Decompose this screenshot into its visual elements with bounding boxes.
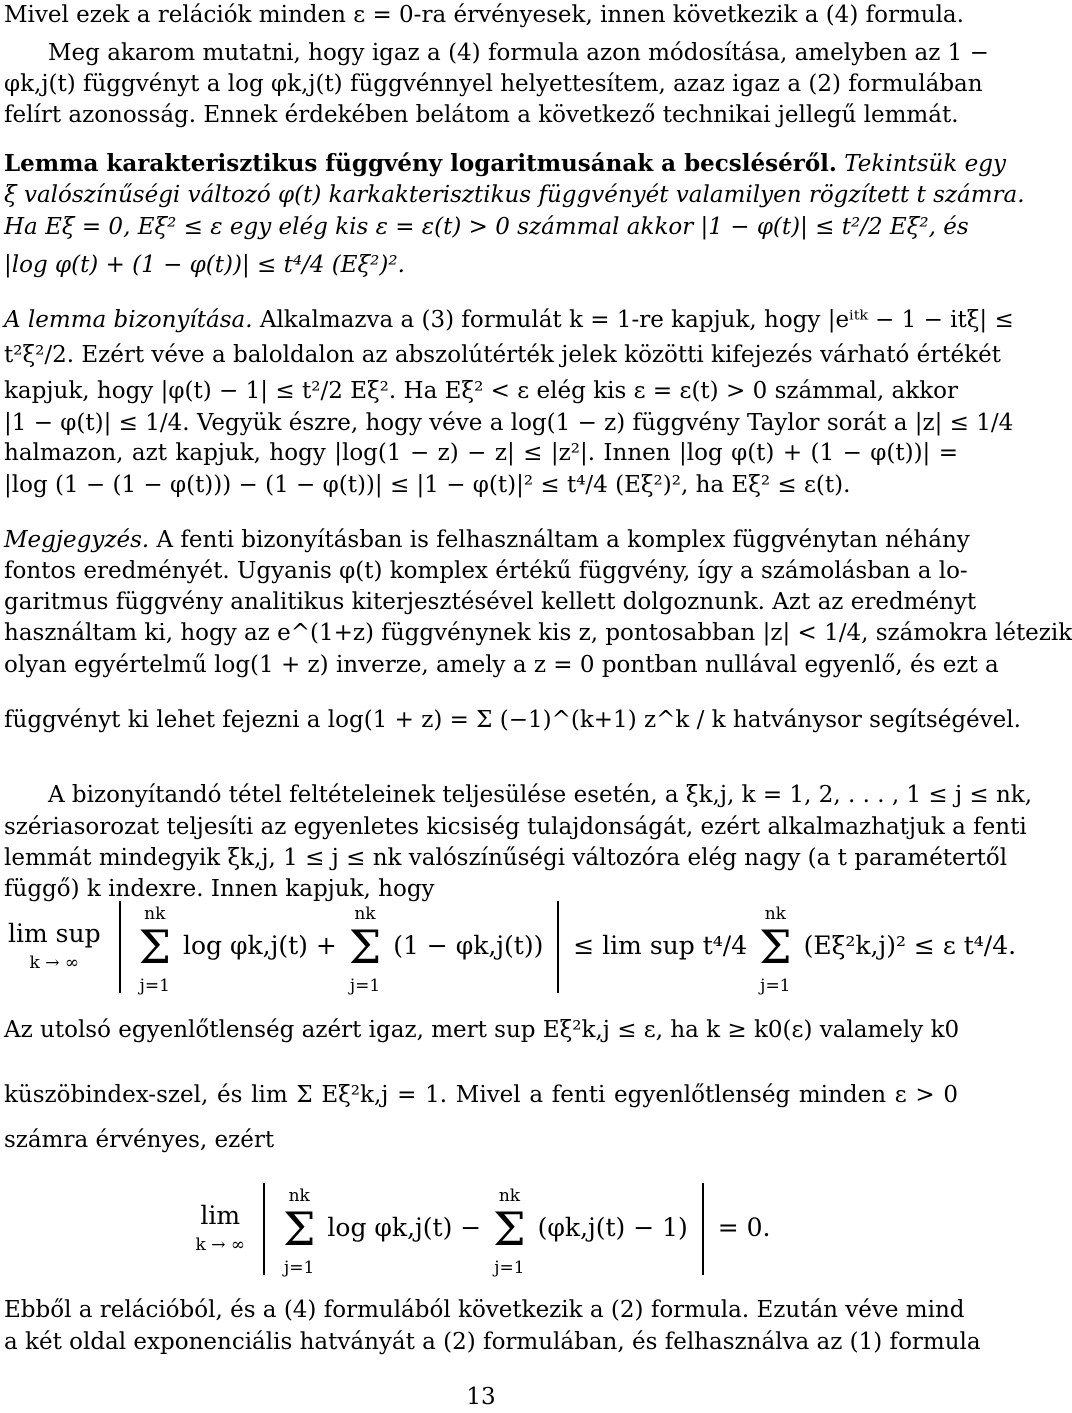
sigma-symbol: Σ [138, 920, 172, 975]
display-equation [4, 898, 1017, 997]
text-span: A fenti bizonyításban is felhasználtam a komplex függvénytan néhány [156, 527, 970, 553]
sum-lower-limit: j=1 [760, 976, 791, 997]
lim-operator [196, 1203, 246, 1256]
operator-name: lim [200, 1201, 241, 1230]
text-line: Ebből a relációból, és a (4) formulából következik a (2) formula. Ezután véve mind [4, 1297, 965, 1323]
text-line: Mivel ezek a relációk minden ε = 0-ra érvényesek, innen következik a (4) formula. [4, 2, 964, 28]
text-line: felírt azonosság. Ennek érdekében belátom a következő technikai jellegű lemmát. [4, 102, 959, 128]
sum-lower-limit: j=1 [494, 1258, 525, 1279]
summation [283, 1180, 316, 1279]
text-line: garitmus függvény analitikus kiterjesztésével kellett dolgoznunk. Azt az eredményt [4, 589, 977, 615]
sum-upper-limit: nk [144, 904, 166, 924]
equation-term: (φk,j(t) − 1) [537, 1212, 688, 1242]
text-line: lemmát mindegyik ξk,j, 1 ≤ j ≤ nk valószínűségi változóra elég nagy (a t paramétertől [4, 845, 1008, 871]
text-line: Meg akarom mutatni, hogy igaz a (4) formula azon módosítása, amelyben az 1 − [48, 40, 989, 66]
text-line: kapjuk, hogy |φ(t) − 1| ≤ t²/2 Eξ². Ha Eξ² < ε elég kis ε = ε(t) > 0 számmal, akkor [4, 378, 958, 404]
abs-bar-left [119, 901, 121, 993]
sigma-symbol: Σ [759, 920, 792, 975]
equation-term: ≤ lim sup [573, 930, 695, 960]
equation-term: log φk,j(t) + [182, 930, 337, 960]
sigma-symbol: Σ [493, 1202, 526, 1257]
equation-term: (1 − φk,j(t)) [393, 930, 544, 960]
sum-upper-limit: nk [288, 1186, 310, 1206]
text-line: a két oldal exponenciális hatványát a (2) formulában, és felhasználva az (1) formula [4, 1329, 981, 1355]
text-line: fontos eredményét. Ugyanis φ(t) komplex értékű függvény, így a számolásban a lo- [4, 558, 968, 584]
operator-name: lim sup [8, 919, 101, 948]
sum-lower-limit: j=1 [349, 976, 381, 997]
proof-title: A lemma bizonyítása. [4, 307, 253, 333]
sum-lower-limit: j=1 [284, 1258, 315, 1279]
text-line: halmazon, azt kapjuk, hogy |log(1 − z) − z| ≤ |z²|. Innen |log φ(t) + (1 − φ(t))| = [4, 440, 958, 466]
sum-upper-limit: nk [354, 904, 376, 924]
equation-fraction: t⁴/4 [702, 930, 748, 960]
summation [493, 1180, 526, 1279]
text-line: Ha Eξ = 0, Eξ² ≤ ε egy elég kis ε = ε(t) > 0 számmal akkor |1 − φ(t)| ≤ t²/2 Eξ², és [4, 214, 969, 240]
operator-subscript: k → ∞ [195, 1235, 246, 1256]
text-line: függvényt ki lehet fejezni a log(1 + z) = Σ (−1)^(k+1) z^k / k hatványsor segítségével. [4, 707, 1021, 733]
remark-title: Megjegyzés. [4, 527, 150, 553]
page-number: 13 [466, 1384, 496, 1410]
text-line: függő) k indexre. Innen kapjuk, hogy [4, 876, 435, 902]
summation [138, 898, 171, 997]
equation-term: log φk,j(t) − [327, 1212, 482, 1242]
sum-upper-limit: nk [498, 1186, 521, 1206]
summation [349, 898, 382, 997]
text-line: küszöbindex-szel, és lim Σ Eξ²k,j = 1. Mivel a fenti egyenlőtlenség minden ε > 0 [4, 1082, 958, 1108]
sum-upper-limit: nk [764, 904, 786, 924]
text-line: t²ξ²/2. Ezért véve a baloldalon az abszolútérték jelek közötti kifejezés várható értékét [4, 342, 1001, 368]
text-line: ξ valószínűségi változó φ(t) karkakterisztikus függvényét valamilyen rögzített t számra. [4, 182, 1025, 208]
lemma-heading-line [4, 148, 1006, 180]
abs-bar-left [263, 1183, 265, 1275]
proof-heading-line [4, 305, 1014, 336]
lemma-title: Lemma karakterisztikus függvény logaritmusának a becsléséről. [4, 150, 837, 177]
text-line: |1 − φ(t)| ≤ 1/4. Vegyük észre, hogy véve a log(1 − z) függvény Taylor sorát a |z| ≤ 1/4 [4, 410, 1014, 436]
text-line: szériasorozat teljesíti az egyenletes kicsiség tulajdonságát, ezért alkalmazhatjuk a fenti [4, 814, 1027, 840]
text-span: Alkalmazva a (3) formulát k = 1-re kapjuk, hogy |eⁱᵗᵏ − 1 − itξ| ≤ [259, 307, 1014, 333]
sigma-symbol: Σ [282, 1202, 316, 1257]
abs-bar-right [702, 1183, 704, 1275]
text-line: A bizonyítandó tétel feltételeinek teljesülése esetén, a ξk,j, k = 1, 2, . . . , 1 ≤ j ≤ nk, [48, 782, 1033, 808]
equation-term: = 0. [717, 1212, 771, 1242]
operator-subscript: k → ∞ [29, 953, 80, 974]
text-line: φk,j(t) függvényt a log φk,j(t) függvénnyel helyettesítem, azaz igaz a (2) formulában [4, 71, 983, 97]
abs-bar-right [557, 901, 559, 993]
limsup-operator [8, 921, 101, 974]
equation-term: (Eξ²k,j)² ≤ ε t⁴/4. [803, 930, 1017, 960]
display-equation [4, 1180, 958, 1278]
summation [759, 898, 792, 997]
sum-lower-limit: j=1 [139, 976, 170, 997]
text-line: |log φ(t) + (1 − φ(t))| ≤ t⁴/4 (Eξ²)². [4, 252, 405, 278]
text-span: Tekintsük egy [844, 151, 1006, 177]
text-line: számra érvényes, ezért [4, 1127, 275, 1153]
text-line: használtam ki, hogy az e^(1+z) függvénynek kis z, pontosabban |z| < 1/4, számokra létezik [4, 620, 1072, 646]
sigma-symbol: Σ [348, 920, 382, 975]
text-line: Az utolsó egyenlőtlenség azért igaz, mert sup Eξ²k,j ≤ ε, ha k ≥ k0(ε) valamely k0 [4, 1017, 960, 1043]
remark-line [4, 525, 970, 556]
text-line: olyan egyértelmű log(1 + z) inverze, amely a z = 0 pontban nullával egyenlő, és ezt a [4, 652, 999, 678]
text-line: |log (1 − (1 − φ(t))) − (1 − φ(t))| ≤ |1 − φ(t)|² ≤ t⁴/4 (Eξ²)², ha Eξ² ≤ ε(t). [4, 472, 851, 498]
